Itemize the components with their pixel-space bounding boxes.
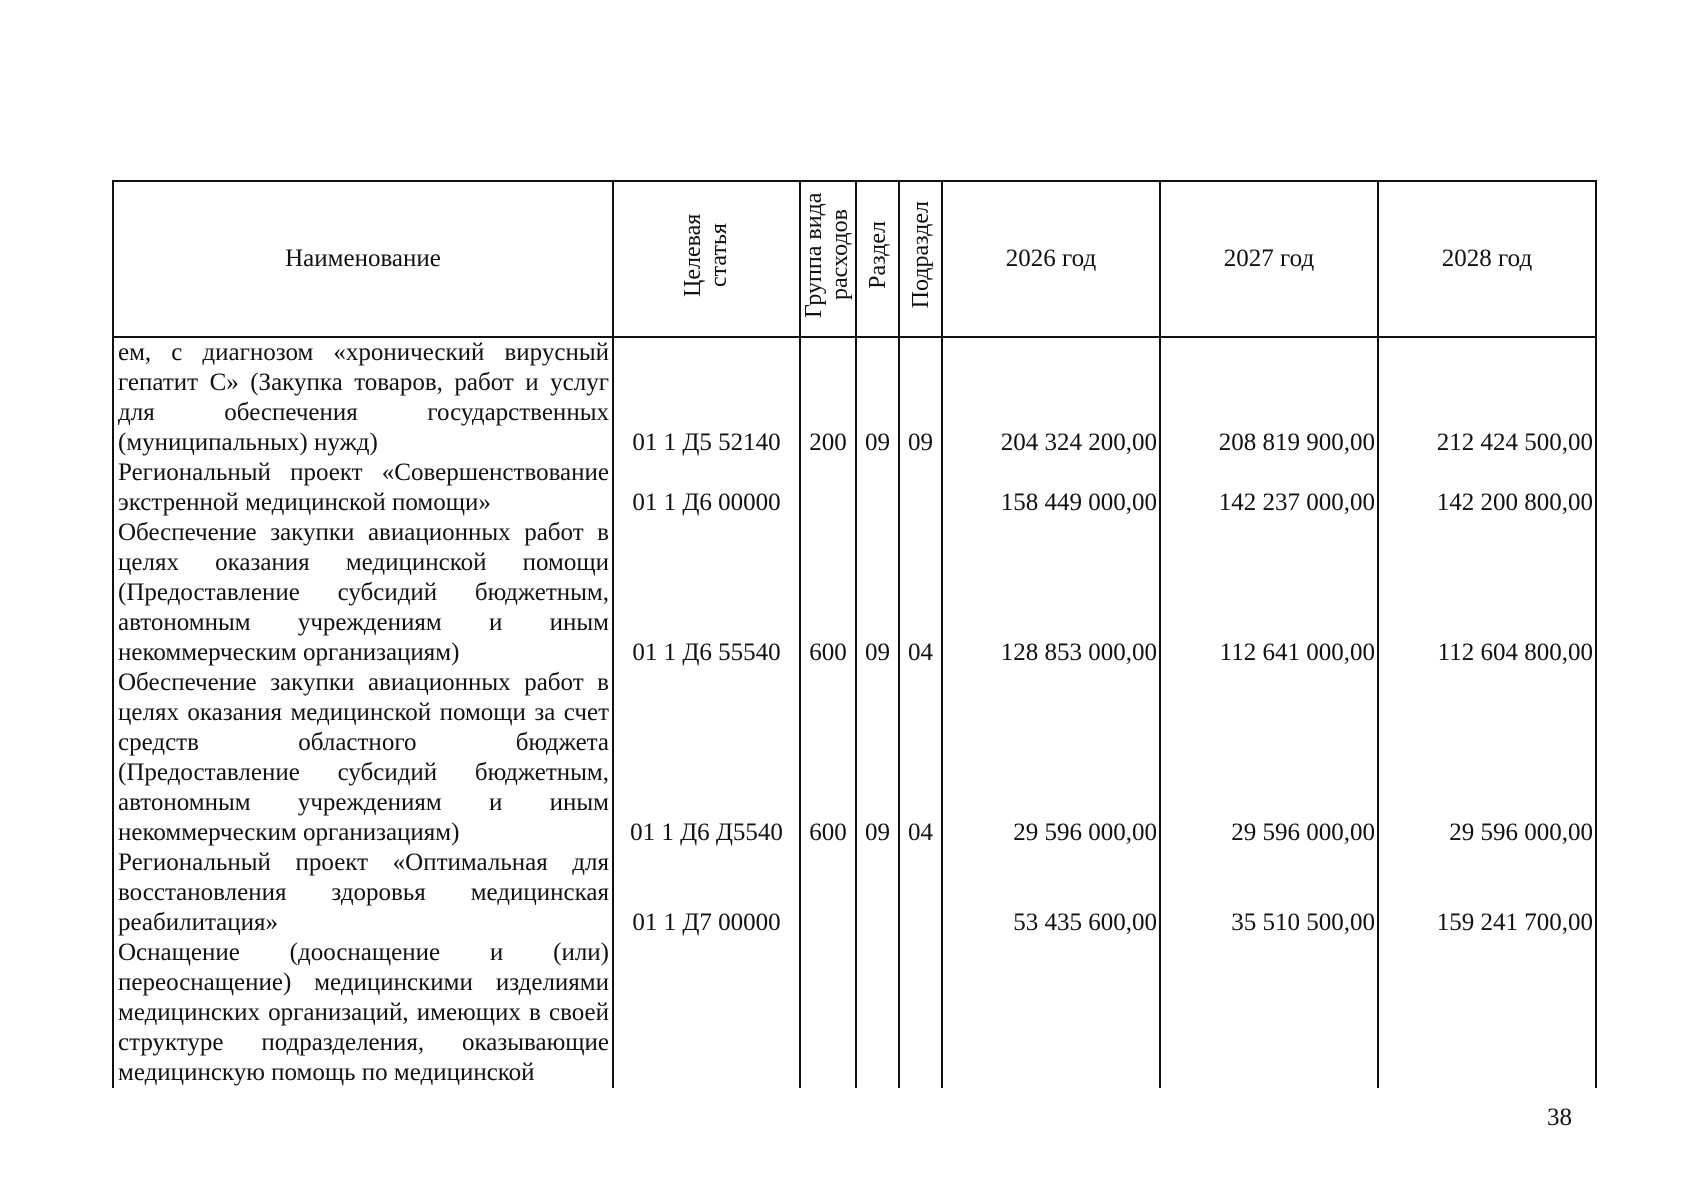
row-2027	[1160, 938, 1378, 1088]
row-section: 09	[856, 337, 899, 458]
table-row	[113, 848, 1596, 938]
row-target-article: 01 1 Д6 00000	[613, 458, 800, 518]
page-number: 38	[1547, 1104, 1572, 1131]
row-2028: 29 596 000,00	[1378, 668, 1596, 848]
row-subsection	[899, 848, 942, 938]
row-subsection: 04	[899, 668, 942, 848]
row-section	[856, 458, 899, 518]
header-2026: 2026 год	[942, 181, 1160, 337]
table-row	[113, 337, 1596, 458]
row-name: Региональный проект «Совершенствование экстренной медицинской помощи»	[113, 458, 613, 518]
header-target-article: Целевая статья	[613, 181, 800, 337]
row-2027: 35 510 500,00	[1160, 848, 1378, 938]
table-row	[113, 668, 1596, 848]
row-expense-group: 600	[800, 518, 856, 668]
table-row	[113, 458, 1596, 518]
row-name: Региональный проект «Оптимальная для восстановления здоровья медицинская реабилитация»	[113, 848, 613, 938]
row-expense-group	[800, 458, 856, 518]
row-name: Обеспечение закупки авиационных работ в целях оказания медицинской помощи за счет средств областного бюджета (Предоставление субсидий бюджетным, автономным учреждениям и иным некоммерческим организациям)	[113, 668, 613, 848]
row-target-article: 01 1 Д6 Д5540	[613, 668, 800, 848]
header-section: Раздел	[856, 181, 899, 337]
row-2028: 112 604 800,00	[1378, 518, 1596, 668]
row-2028: 212 424 500,00	[1378, 337, 1596, 458]
row-subsection	[899, 458, 942, 518]
row-name: Оснащение (дооснащение и (или) переоснащение) медицинскими изделиями медицинских организаций, имеющих в своей структуре подразделения, оказывающие медицинскую помощь по медицинской	[113, 938, 613, 1088]
row-expense-group: 600	[800, 668, 856, 848]
row-2028	[1378, 938, 1596, 1088]
row-expense-group	[800, 938, 856, 1088]
row-section	[856, 938, 899, 1088]
row-target-article: 01 1 Д7 00000	[613, 848, 800, 938]
row-2027: 142 237 000,00	[1160, 458, 1378, 518]
row-target-article: 01 1 Д6 55540	[613, 518, 800, 668]
header-2027: 2027 год	[1160, 181, 1378, 337]
table-row	[113, 518, 1596, 668]
row-name: ем, с диагнозом «хронический вирусный гепатит С» (Закупка товаров, работ и услуг для обеспечения государственных (муниципальных) нужд)	[113, 337, 613, 458]
row-target-article	[613, 938, 800, 1088]
header-2028: 2028 год	[1378, 181, 1596, 337]
row-2026: 128 853 000,00	[942, 518, 1160, 668]
row-2027: 208 819 900,00	[1160, 337, 1378, 458]
row-2026: 158 449 000,00	[942, 458, 1160, 518]
row-section: 09	[856, 668, 899, 848]
row-2026: 204 324 200,00	[942, 337, 1160, 458]
header-name: Наименование	[113, 181, 613, 337]
row-subsection	[899, 938, 942, 1088]
header-expense-group: Группа вида расходов	[800, 181, 856, 337]
row-2028: 142 200 800,00	[1378, 458, 1596, 518]
row-2028: 159 241 700,00	[1378, 848, 1596, 938]
row-section	[856, 848, 899, 938]
row-expense-group: 200	[800, 337, 856, 458]
row-expense-group	[800, 848, 856, 938]
row-2026: 53 435 600,00	[942, 848, 1160, 938]
header-subsection: Подраздел	[899, 181, 942, 337]
table-header-row	[113, 181, 1596, 337]
row-name: Обеспечение закупки авиационных работ в целях оказания медицинской помощи (Предоставление субсидий бюджетным, автономным учреждениям и иным некоммерческим организациям)	[113, 518, 613, 668]
row-2026: 29 596 000,00	[942, 668, 1160, 848]
row-target-article: 01 1 Д5 52140	[613, 337, 800, 458]
row-subsection: 04	[899, 518, 942, 668]
row-2026	[942, 938, 1160, 1088]
row-section: 09	[856, 518, 899, 668]
row-2027: 112 641 000,00	[1160, 518, 1378, 668]
row-2027: 29 596 000,00	[1160, 668, 1378, 848]
row-subsection: 09	[899, 337, 942, 458]
budget-table	[112, 180, 1597, 1088]
table-row	[113, 938, 1596, 1088]
